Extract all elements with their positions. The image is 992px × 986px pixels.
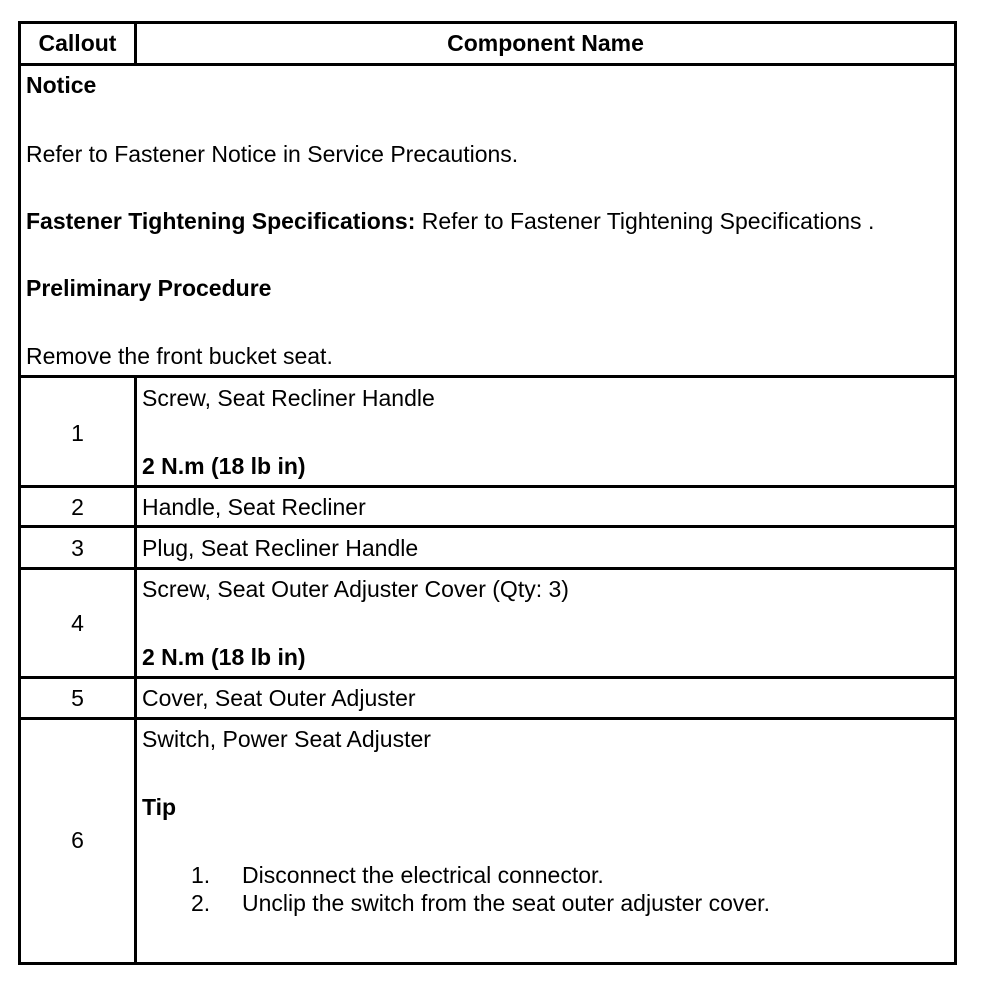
component-name: Screw, Seat Outer Adjuster Cover (Qty: 3) xyxy=(142,576,569,602)
component-table xyxy=(18,21,957,965)
header-callout: Callout xyxy=(38,30,117,56)
callout-number: 2 xyxy=(71,494,84,520)
divider xyxy=(21,525,954,528)
step-number: 2. xyxy=(191,890,211,916)
notice-title: Notice xyxy=(26,72,97,98)
component-name: Screw, Seat Recliner Handle xyxy=(142,385,435,411)
callout-number: 5 xyxy=(71,685,84,711)
divider xyxy=(21,567,954,570)
callout-number: 4 xyxy=(71,610,84,636)
divider xyxy=(21,63,954,66)
callout-number: 6 xyxy=(71,827,84,853)
fastener-spec-text: Refer to Fastener Tightening Specifications . xyxy=(415,208,875,234)
torque-spec: 2 N.m (18 lb in) xyxy=(142,644,306,670)
fastener-spec-label: Fastener Tightening Specifications: xyxy=(26,208,416,234)
divider xyxy=(21,485,954,488)
component-name: Plug, Seat Recliner Handle xyxy=(142,535,419,561)
fastener-spec-line xyxy=(26,207,874,235)
header-component-name: Component Name xyxy=(447,30,644,56)
component-name: Handle, Seat Recliner xyxy=(142,494,366,520)
step-text: Disconnect the electrical connector. xyxy=(242,862,604,888)
torque-spec: 2 N.m (18 lb in) xyxy=(142,453,306,479)
divider xyxy=(134,375,137,965)
callout-number: 1 xyxy=(71,420,84,446)
divider xyxy=(21,717,954,720)
divider xyxy=(21,676,954,679)
tip-title: Tip xyxy=(142,794,177,820)
notice-text: Refer to Fastener Notice in Service Precautions. xyxy=(26,141,519,167)
callout-number: 3 xyxy=(71,535,84,561)
divider xyxy=(21,375,954,378)
component-name: Switch, Power Seat Adjuster xyxy=(142,726,431,752)
step-text: Unclip the switch from the seat outer adjuster cover. xyxy=(242,890,770,916)
component-name: Cover, Seat Outer Adjuster xyxy=(142,685,416,711)
step-number: 1. xyxy=(191,862,211,888)
preliminary-procedure-title: Preliminary Procedure xyxy=(26,275,272,301)
preliminary-procedure-text: Remove the front bucket seat. xyxy=(26,343,333,369)
